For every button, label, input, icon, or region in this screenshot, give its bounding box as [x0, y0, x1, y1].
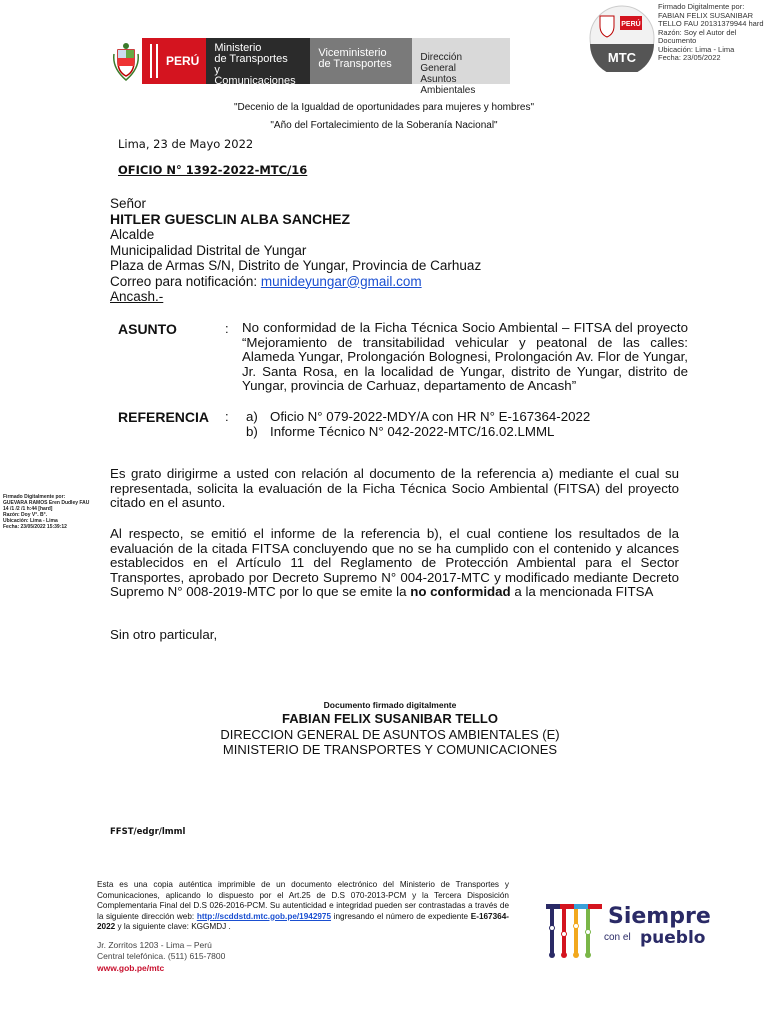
expediente-number: E-167364-2022 — [97, 911, 509, 931]
referencia-text: Informe Técnico N° 042-2022-MTC/16.02.LMML — [270, 424, 555, 439]
referencia-key: b) — [246, 424, 258, 439]
body-paragraph-3: Sin otro particular, — [110, 627, 218, 642]
ministry-line: de Transportes — [214, 53, 288, 65]
digital-signature-stamp — [658, 3, 768, 63]
left-signature-stamp — [3, 494, 103, 530]
no-conformidad-emphasis: no conformidad — [410, 584, 511, 600]
letter-date: Lima, 23 de Mayo 2022 — [118, 137, 254, 151]
ministry-line: Ministerio — [214, 42, 262, 54]
left-signature-line: Fecha: 23/05/2022 15:39:12 — [3, 524, 67, 530]
referencia-item — [246, 409, 590, 424]
footer-text: y la siguiente clave: KGGMDJ . — [115, 922, 231, 931]
signature-line: TELLO FAU 20131379944 hard — [658, 19, 764, 28]
recipient-role: Alcalde — [110, 227, 155, 242]
anio-heading: "Año del Fortalecimiento de la Soberanía Nacional" — [270, 120, 498, 131]
paragraph-text: Al respecto, se emitió el informe de la referencia b), el cual contiene los resultados de la evaluación de la citada FITSA concluyendo que no se ha cumplido con el contenido y alcances establecidos en el Artículo 11 del Reglamento de Protección Ambiental para el Sector Transportes, aprobado por Decreto Supremo N° 004-2017-MTC y modificado mediante Decreto Supremo N° 008-2019-MTC por lo que se emite la — [110, 526, 679, 600]
ministry-line: y Comunicaciones — [214, 64, 296, 87]
left-signature-line: GUEVARA RAMOS Eren Dudley FAU — [3, 500, 90, 506]
documento-firmado-label: Documento firmado digitalmente — [323, 700, 457, 710]
signer-title-2: MINISTERIO DE TRANSPORTES Y COMUNICACIONES — [222, 742, 558, 757]
header-banner — [110, 38, 510, 96]
signer-title-1: DIRECCION GENERAL DE ASUNTOS AMBIENTALES (E) — [220, 727, 560, 742]
footer-address — [97, 940, 225, 974]
recipient-entity: Municipalidad Distrital de Yungar — [110, 242, 307, 258]
viceministry-block — [310, 38, 412, 84]
signature-line: Fecha: 23/05/2022 — [658, 53, 721, 62]
signature-line: FABIAN FELIX SUSANIBAR — [658, 10, 754, 20]
referencia-key: a) — [246, 409, 258, 424]
referencia-colon: : — [225, 409, 229, 424]
seal-peru-text: PERÚ — [621, 21, 641, 28]
body-paragraph-1: Es grato dirigirme a usted con relación al documento de la referencia a) mediante el cual su representada, solicita la evaluación de la Ficha Técnica Socio Ambiental (FITSA) del proyecto citado en el asunto. — [110, 466, 679, 511]
salutation: Señor — [110, 196, 147, 211]
recipient-email-row — [110, 274, 481, 290]
ministry-block — [206, 38, 310, 87]
slogan-word-con-el: con el — [604, 932, 631, 943]
footer-text: ingresando el número de expediente — [331, 911, 471, 921]
direction-line: Asuntos Ambientales — [420, 74, 476, 96]
signature-line: Documento — [658, 36, 697, 45]
left-signature-line: 14 /1 /2 /1 h:44 [hard] — [3, 506, 53, 512]
direction-block — [412, 38, 510, 96]
left-signature-line: Razón: Doy V°. B°. — [3, 512, 48, 518]
referencia-text: Oficio N° 079-2022-MDY/A con HR N° E-167364-2022 — [270, 409, 591, 424]
referencia-list — [246, 409, 590, 439]
decenio-heading: "Decenio de la Igualdad de oportunidades para mujeres y hombres" — [233, 102, 535, 113]
vice-line: Viceministerio — [318, 47, 387, 59]
email-link[interactable]: munideyungar@gmail.com — [260, 273, 422, 289]
direction-line: Dirección General — [420, 52, 463, 74]
signature-line: Razón: Soy el Autor del — [658, 27, 737, 37]
mtc-seal-icon — [586, 4, 658, 72]
vice-line: de Transportes — [318, 58, 392, 70]
email-label: Correo para notificación: — [110, 273, 261, 289]
asunto-label: ASUNTO — [118, 321, 177, 337]
recipient-region: Ancash.- — [110, 289, 164, 304]
recipient-name: HITLER GUESCLIN ALBA SANCHEZ — [110, 210, 351, 227]
body-paragraph-2 — [110, 527, 679, 600]
peru-label: PERÚ — [166, 54, 200, 68]
signature-line: Ubicación: Lima - Lima — [658, 44, 735, 54]
siempre-con-el-pueblo-logo — [544, 898, 714, 960]
slogan-word-pueblo: pueblo — [640, 928, 706, 948]
footer-website-link[interactable]: www.gob.pe/mtc — [97, 962, 165, 973]
paragraph-text: a la mencionada FITSA — [510, 584, 654, 600]
asunto-colon: : — [225, 321, 229, 336]
footer-text: Esta es una copia auténtica imprimible de un documento electrónico del Ministerio de Transportes y Comunicaciones, aplicando lo dispuesto por el Art.25 de D.S 070-2013-PCM y la Tercera Disposición Complementaria Final del D.S 026-2016-PCM. Su autenticidad e integridad pueden ser contrastadas a través de la siguiente dirección web: — [97, 880, 509, 921]
referencia-item — [246, 424, 590, 439]
signer-name: FABIAN FELIX SUSANIBAR TELLO — [282, 711, 498, 726]
recipient-block — [110, 196, 481, 305]
people-figures-icon — [544, 898, 604, 960]
footer-phone: Central telefónica. (511) 615-7800 — [97, 951, 226, 962]
reference-initials: FFST/edgr/lmml — [110, 827, 186, 837]
left-signature-line: Ubicación: Lima - Lima — [3, 518, 58, 524]
left-signature-line: Firmado Digitalmente por: — [3, 494, 66, 500]
signature-line: Firmado Digitalmente por: — [658, 2, 745, 11]
slogan-word-siempre: Siempre — [608, 904, 711, 929]
peru-brand — [142, 38, 206, 84]
recipient-address: Plaza de Armas S/N, Distrito de Yungar, Provincia de Carhuaz — [110, 258, 482, 273]
referencia-label: REFERENCIA — [118, 409, 210, 425]
footer-address-line: Jr. Zorritos 1203 - Lima – Perú — [97, 940, 212, 950]
footer-authenticity-note — [97, 880, 509, 933]
oficio-number: OFICIO N° 1392-2022-MTC/16 — [118, 163, 308, 177]
asunto-text: No conformidad de la Ficha Técnica Socio Ambiental – FITSA del proyecto “Mejoramiento de transitabilidad vehicular y peatonal de las calles: Alameda Yungar, Prolongación Bolognesi, Prolongación Av. Flor de Yungar, Jr. Santa Rosa, en la localidad de Yungar, distrito de Yungar, distrito de Yungar, provincia de Carhuaz, departamento de Ancash” — [242, 320, 688, 394]
verification-link[interactable]: http://scddstd.mtc.gob.pe/1942975 — [196, 911, 332, 921]
seal-mtc-text: MTC — [607, 50, 637, 65]
coat-of-arms-icon — [110, 38, 142, 84]
